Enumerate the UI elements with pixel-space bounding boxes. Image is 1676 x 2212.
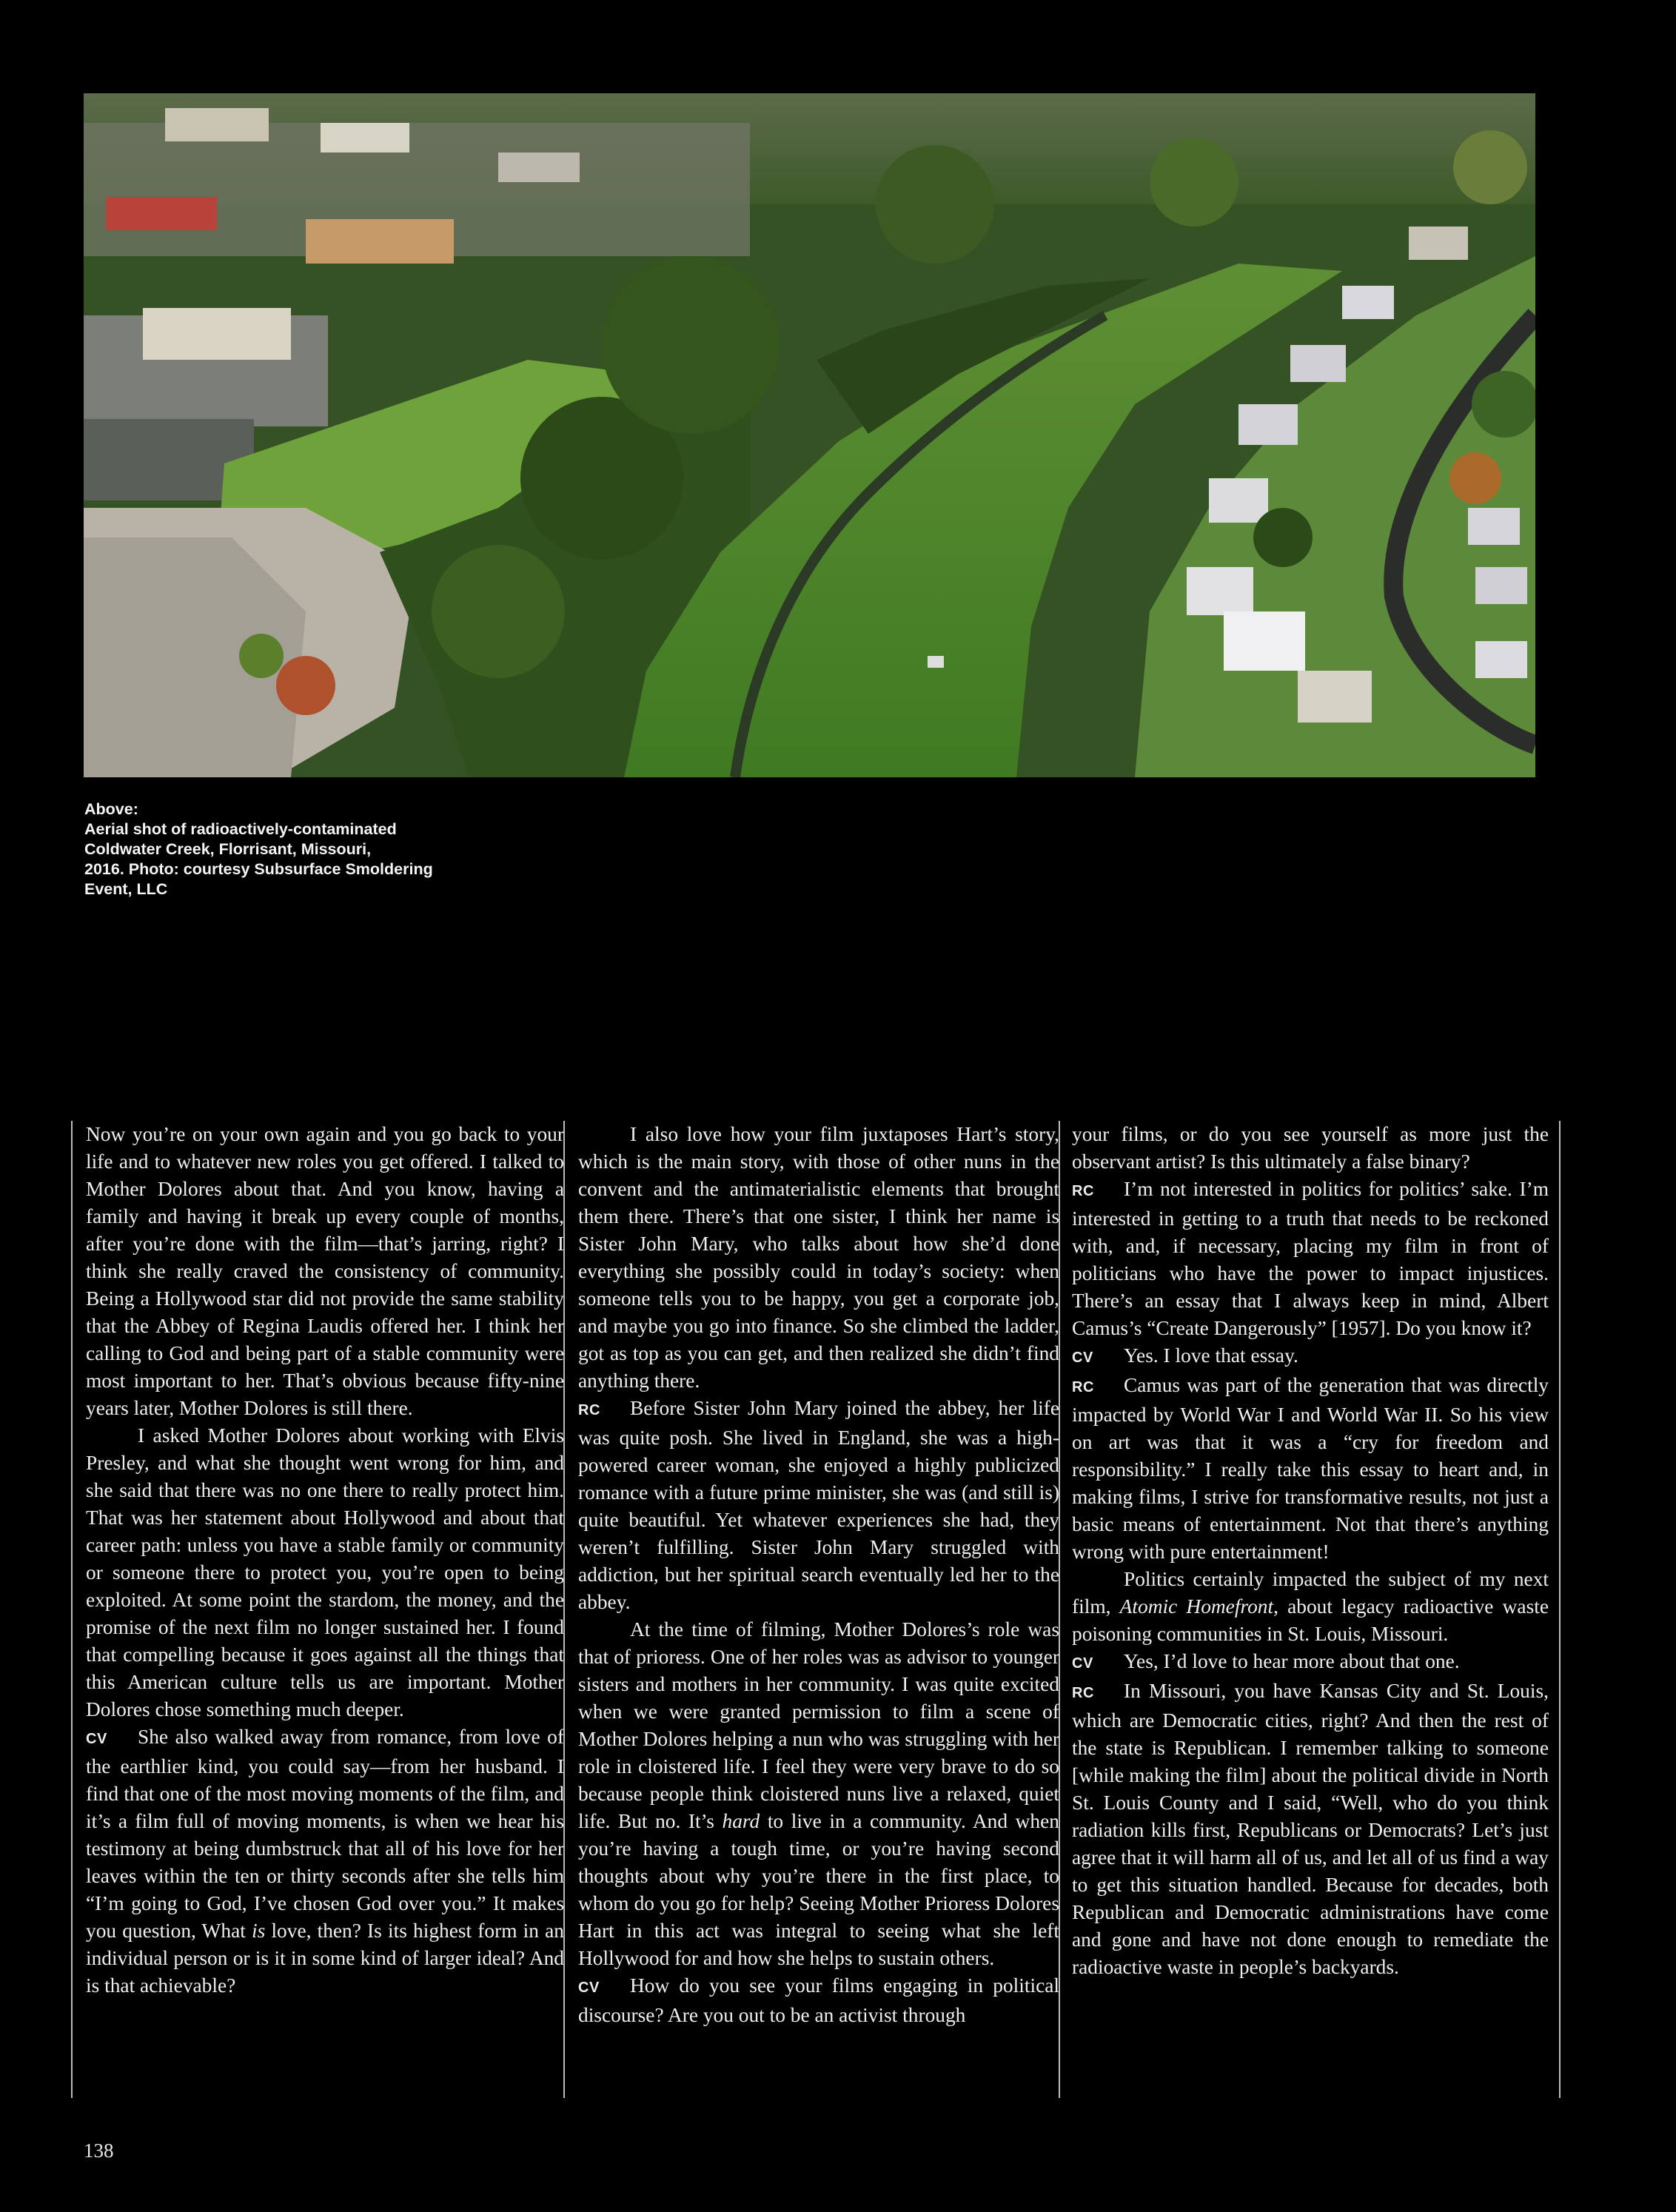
paragraph: CV Yes, I’d love to hear more about that one.	[1072, 1648, 1549, 1678]
paragraph: CV Yes. I love that essay.	[1072, 1342, 1549, 1372]
caption-line: Above:	[84, 800, 138, 818]
paragraph: At the time of filming, Mother Dolores’s role was that of prioress. One of her roles was as advisor to younger sisters and mothers in her community. I was quite excited when we were granted permission to film a scene of Mother Dolores helping a nun who was struggling with her role in cloistered life. I feel they were very brave to do so because people think cloistered nuns live a relaxed, quiet life. But no. It’s hard to live in a community. And when you’re having a tough time, or you’re having second thoughts about why you’re there in the first place, to whom do you go for help? Seeing Mother Prioress Dolores Hart in this act was integral to seeing what she left Hollywood for and how she helps to sustain others.	[578, 1618, 1059, 1969]
paragraph: your films, or do you see yourself as more just the observant artist? Is this ultimately a false binary?	[1072, 1123, 1549, 1173]
text-column-middle	[563, 1121, 1059, 2098]
aerial-photo	[84, 93, 1535, 777]
text-column-left	[71, 1121, 564, 2098]
paragraph: RC In Missouri, you have Kansas City and St. Louis, which are Democratic cities, right? And then the rest of the state is Republican. I remember talking to someone [while making the film] about the political divide in North St. Louis County and I said, “Well, who do you think radiation kills first, Republicans or Democrats? Let’s just agree that it will harm all of us, and let all of us find a way to get this situation handled. Because for decades, both Republican and Democratic administrations have come and gone and have not done enough to remediate the radioactive waste in people’s backyards.	[1072, 1680, 1549, 1978]
text-column-right	[1059, 1121, 1561, 2098]
paragraph: CV How do you see your films engaging in political discourse? Are you out to be an activist through	[578, 1974, 1059, 2026]
photo-caption	[84, 800, 499, 899]
paragraph: I also love how your film juxtaposes Hart’s story, which is the main story, with those of other nuns in the convent and the antimaterialistic elements that brought them there. There’s that one sister, I think her name is Sister John Mary, who talks about how she’d done everything she possibly could in today’s society: when someone tells you to be happy, you get a corporate job, and maybe you go into finance. So she climbed the ladder, got as top as you can get, and then realized she didn’t find anything there.	[578, 1123, 1059, 1392]
speaker-label: RC	[1072, 1685, 1094, 1701]
paragraph: RC Camus was part of the generation that was directly impacted by World War I and World War II. So his view on art was that it was a “cry for freedom and responsibility.” I really take this essay to heart and, in making films, I strive for transformative results, not just a basic means of entertainment. Not that there’s anything wrong with pure entertainment!	[1072, 1374, 1549, 1563]
speaker-label: CV	[578, 1980, 600, 1996]
caption-line: Coldwater Creek, Florrisant, Missouri,	[84, 840, 372, 858]
caption-line: 2016. Photo: courtesy Subsurface Smoldering	[84, 860, 433, 878]
speaker-label: CV	[1072, 1350, 1093, 1366]
caption-line: Event, LLC	[84, 880, 168, 898]
paragraph: Politics certainly impacted the subject of my next film, Atomic Homefront, about legacy radioactive waste poisoning communities in St. Louis, Missouri.	[1072, 1568, 1549, 1645]
paragraph: CV She also walked away from romance, from love of the earthlier kind, you could say—from her husband. I find that one of the most moving moments of the film, and it’s a film full of moving moments, is when we hear his testimony at being dumbstruck that all of his love for her leaves within the ten or thirty seconds after she tells him “I’m going to God, I’ve chosen God over you.” It makes you question, What is love, then? Is its highest form in an individual person or is it in some kind of larger ideal? And is that achievable?	[86, 1726, 564, 1997]
paragraph: I asked Mother Dolores about working with Elvis Presley, and what she thought went wrong for him, and she said that there was no one there to really protect him. That was her statement about Hollywood and about that career path: unless you have a stable family or community or someone there to protect you, you’re open to being exploited. At some point the stardom, the money, and the promise of the next film no longer sustained her. I found that compelling because it goes against all the things that this American culture tells us are important. Mother Dolores chose something much deeper.	[86, 1424, 564, 1720]
speaker-label: RC	[1072, 1379, 1094, 1395]
speaker-label: RC	[1072, 1183, 1094, 1199]
page-number: 138	[84, 2139, 114, 2162]
speaker-label: CV	[1072, 1655, 1093, 1672]
speaker-label: CV	[86, 1731, 107, 1747]
speaker-label: RC	[578, 1402, 600, 1418]
paragraph: RC I’m not interested in politics for politics’ sake. I’m interested in getting to a truth that needs to be reckoned with, and, if necessary, placing my film in front of politicians who have the power to impact injustices. There’s an essay that I always keep in mind, Albert Camus’s “Create Dangerously” [1957]. Do you know it?	[1072, 1178, 1549, 1339]
paragraph: Now you’re on your own again and you go back to your life and to whatever new roles you get offered. I talked to Mother Dolores about that. And you know, having a family and having it break up every couple of months, after you’re done with the film—that’s jarring, right? I think she really craved the consistency of community. Being a Hollywood star did not provide the same stability that the Abbey of Regina Laudis offered her. I think her calling to God and being part of a stable community were most important to her. That’s obvious because fifty-nine years later, Mother Dolores is still there.	[86, 1123, 564, 1419]
caption-line: Aerial shot of radioactively-contaminated	[84, 820, 397, 838]
paragraph: RC Before Sister John Mary joined the abbey, her life was quite posh. She lived in England, she was a high-powered career woman, she enjoyed a highly publicized romance with a future prime minister, she was (and still is) quite beautiful. Yet whatever experiences she had, they weren’t fulfilling. Sister John Mary struggled with addiction, but her spiritual search eventually led her to the abbey.	[578, 1397, 1059, 1613]
